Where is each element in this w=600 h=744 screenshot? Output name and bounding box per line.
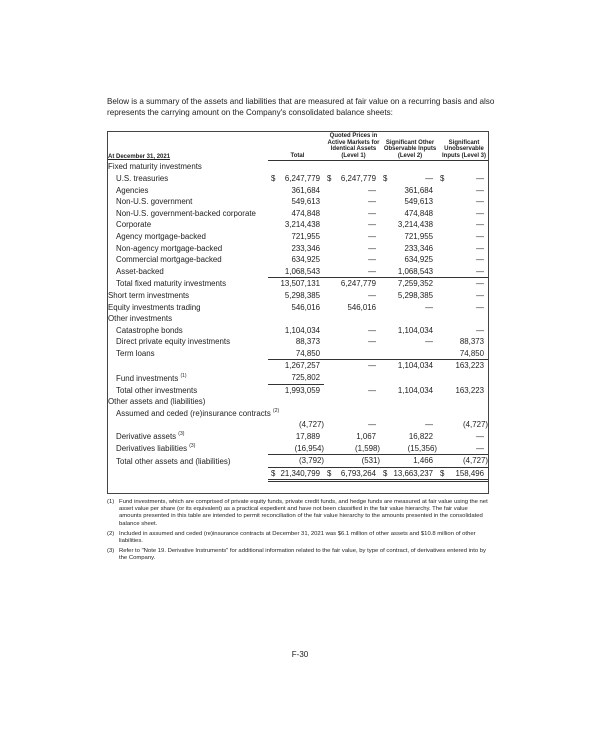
row-label: Non-U.S. government-backed corporate [116, 208, 256, 218]
cell-total [268, 443, 324, 456]
cell-level3 [437, 419, 488, 431]
cell-level1 [324, 443, 380, 456]
fair-value-table [108, 133, 488, 482]
cell-level2 [380, 302, 437, 314]
cell-level3 [437, 372, 488, 385]
cell-value: 1,104,034 [397, 385, 433, 395]
cell-value: 474,848 [291, 208, 320, 218]
footnote [107, 531, 492, 545]
cell-value: 6,793,264 [340, 468, 376, 478]
cell-value: — [476, 443, 484, 453]
row-label: Total other investments [116, 385, 198, 395]
cell-level3 [437, 243, 488, 255]
cell-value: — [476, 279, 484, 289]
footnote-text: Refer to "Note 19. Derivative Instruments" for additional information related to the fair value, by type of contract, of derivatives entered into by the Company. [119, 548, 486, 562]
footnote-ref: (3) [178, 431, 185, 438]
cell-value: 6,247,779 [340, 173, 376, 183]
cell-value: 233,346 [404, 243, 433, 253]
cell-level3 [437, 219, 488, 231]
footnote [107, 499, 492, 528]
footnotes [107, 499, 492, 566]
row-label: Agency mortgage-backed [116, 231, 206, 241]
dollar-sign: $ [383, 468, 388, 478]
table-row [108, 196, 488, 208]
header-total: Total [268, 133, 324, 161]
table-header-row [108, 133, 488, 161]
cell-total [268, 348, 324, 361]
cell-level1 [324, 360, 380, 372]
cell-level3 [437, 455, 488, 468]
row-label: Catastrophe bonds [116, 325, 183, 335]
cell-value: 88,373 [295, 337, 320, 347]
table-row [108, 468, 488, 483]
cell-value: 6,247,779 [340, 279, 376, 289]
cell-value: 21,340,799 [280, 468, 320, 478]
cell-level3 [437, 290, 488, 302]
cell-value: — [368, 385, 376, 395]
cell-value: 13,507,131 [280, 279, 320, 289]
cell-value: — [368, 420, 376, 430]
footnote-text: Included in assumed and ceded (re)insurance contracts at December 31, 2021 was $6.1 million of other assets and $10.8 million of other liabilities. [119, 530, 476, 545]
cell-total [268, 278, 324, 290]
cell-level1 [324, 185, 380, 197]
row-label: Derivative assets [116, 432, 177, 442]
cell-value: 1,267,257 [284, 361, 320, 371]
row-label: Other assets and (liabilities) [108, 397, 206, 407]
cell-value: — [476, 302, 484, 312]
cell-total [268, 208, 324, 220]
table-row [108, 254, 488, 266]
cell-level3 [437, 348, 488, 361]
cell-value: — [476, 173, 484, 183]
cell-level2 [380, 196, 437, 208]
table-row [108, 290, 488, 302]
page-number: F-30 [291, 650, 309, 659]
cell-level2 [380, 266, 437, 279]
cell-level2 [380, 443, 437, 456]
cell-value: (15,356) [407, 443, 437, 453]
table-row [108, 443, 488, 456]
cell-value: 634,925 [291, 255, 320, 265]
cell-value: — [368, 290, 376, 300]
cell-total [268, 254, 324, 266]
cell-value: 88,373 [459, 337, 484, 347]
dollar-sign: $ [271, 468, 276, 478]
cell-value: 634,925 [404, 255, 433, 265]
cell-level3 [437, 360, 488, 372]
cell-value: 163,223 [455, 361, 484, 371]
cell-level3 [437, 443, 488, 456]
cell-value: 13,663,237 [393, 468, 433, 478]
cell-level2 [380, 161, 437, 173]
table-row [108, 185, 488, 197]
row-label: Assumed and ceded (re)insurance contracts [116, 408, 271, 418]
cell-total [268, 325, 324, 337]
cell-value: — [368, 325, 376, 335]
cell-level1 [324, 372, 380, 385]
cell-total [268, 431, 324, 443]
cell-level2 [380, 348, 437, 361]
cell-value: (16,954) [294, 443, 324, 453]
cell-value: 721,955 [404, 231, 433, 241]
cell-level1 [324, 419, 380, 431]
cell-level2 [380, 468, 437, 483]
cell-level1 [324, 290, 380, 302]
header-date: At December 31, 2021 [108, 153, 171, 160]
cell-value: — [368, 220, 376, 230]
table-row [108, 372, 488, 385]
cell-value: 1,993,059 [284, 385, 320, 395]
table-row [108, 231, 488, 243]
cell-level2 [380, 431, 437, 443]
cell-level1 [324, 219, 380, 231]
table-row [108, 161, 488, 173]
dollar-sign: $ [271, 173, 276, 183]
cell-value: — [368, 266, 376, 276]
cell-level2 [380, 396, 437, 408]
row-label: Derivatives liabilities [116, 444, 188, 454]
cell-value: (3,792) [298, 456, 324, 466]
cell-level3 [437, 208, 488, 220]
row-label: Agencies [116, 185, 149, 195]
cell-level1 [324, 173, 380, 185]
table-row [108, 348, 488, 361]
table-row [108, 360, 488, 372]
row-label: Term loans [116, 349, 155, 359]
cell-level1 [324, 455, 380, 468]
footnote-ref: (3) [189, 443, 196, 450]
cell-level2 [380, 231, 437, 243]
cell-value: (4,727) [462, 420, 488, 430]
cell-value: (531) [361, 456, 380, 466]
table-row [108, 173, 488, 185]
cell-value: 1,104,034 [397, 361, 433, 371]
cell-value: — [476, 266, 484, 276]
cell-total [268, 196, 324, 208]
cell-level3 [437, 468, 488, 483]
table-row [108, 208, 488, 220]
cell-level2 [380, 185, 437, 197]
cell-value: 474,848 [404, 208, 433, 218]
cell-total [268, 396, 324, 408]
cell-level1 [324, 396, 380, 408]
cell-level1 [324, 336, 380, 348]
cell-total [268, 231, 324, 243]
cell-level1 [324, 385, 380, 397]
cell-total [268, 468, 324, 483]
cell-total [268, 266, 324, 279]
cell-level1 [324, 208, 380, 220]
cell-level2 [380, 208, 437, 220]
cell-level3 [437, 408, 488, 420]
cell-level2 [380, 219, 437, 231]
cell-level3 [437, 396, 488, 408]
cell-level3 [437, 231, 488, 243]
cell-total [268, 243, 324, 255]
cell-level2 [380, 173, 437, 185]
cell-value: 5,298,385 [284, 290, 320, 300]
cell-value: 3,214,438 [397, 220, 433, 230]
cell-total [268, 173, 324, 185]
cell-level1 [324, 348, 380, 361]
cell-value: — [368, 197, 376, 207]
cell-level3 [437, 325, 488, 337]
cell-value: 3,214,438 [284, 220, 320, 230]
dollar-sign: $ [440, 468, 445, 478]
cell-total [268, 360, 324, 372]
cell-value: — [425, 420, 433, 430]
table-row [108, 302, 488, 314]
cell-level1 [324, 313, 380, 325]
cell-value: — [368, 208, 376, 218]
cell-level2 [380, 243, 437, 255]
cell-value: — [476, 432, 484, 442]
cell-value: 7,259,352 [397, 279, 433, 289]
cell-level1 [324, 196, 380, 208]
cell-total [268, 302, 324, 314]
table-row [108, 396, 488, 408]
cell-value: 546,016 [291, 302, 320, 312]
dollar-sign: $ [327, 173, 332, 183]
dollar-sign: $ [327, 468, 332, 478]
cell-level2 [380, 290, 437, 302]
cell-value: 233,346 [291, 243, 320, 253]
table-row [108, 313, 488, 325]
cell-value: 1,104,034 [397, 325, 433, 335]
cell-level2 [380, 313, 437, 325]
cell-value: 1,068,543 [397, 266, 433, 276]
cell-level2 [380, 254, 437, 266]
cell-value: 549,613 [404, 197, 433, 207]
table-row [108, 385, 488, 397]
cell-total [268, 455, 324, 468]
cell-level2 [380, 360, 437, 372]
cell-total [268, 290, 324, 302]
cell-level1 [324, 243, 380, 255]
cell-level1 [324, 278, 380, 290]
cell-value: 725,802 [291, 373, 320, 383]
cell-value: — [368, 231, 376, 241]
cell-value: — [476, 197, 484, 207]
cell-level3 [437, 313, 488, 325]
cell-value: 74,850 [459, 348, 484, 358]
row-label: Non-agency mortgage-backed [116, 243, 223, 253]
table-row [108, 243, 488, 255]
cell-total [268, 313, 324, 325]
cell-value: (4,727) [462, 456, 488, 466]
row-label: Corporate [116, 220, 152, 230]
cell-level2 [380, 385, 437, 397]
header-level1: Quoted Prices in Active Markets for Identical Assets (Level 1) [324, 133, 380, 161]
cell-value: — [476, 231, 484, 241]
row-label: Other investments [108, 314, 173, 324]
footnote-ref: (2) [273, 407, 280, 414]
cell-value: 721,955 [291, 231, 320, 241]
cell-value: (4,727) [298, 420, 324, 430]
cell-total [268, 419, 324, 431]
cell-value: 1,466 [413, 456, 433, 466]
cell-value: — [476, 255, 484, 265]
cell-value: 6,247,779 [284, 173, 320, 183]
cell-value: 361,684 [291, 185, 320, 195]
cell-value: — [368, 185, 376, 195]
cell-level3 [437, 266, 488, 279]
header-level3: Significant Unobservable Inputs (Level 3) [437, 133, 488, 161]
cell-value: — [476, 325, 484, 335]
table-row [108, 278, 488, 290]
cell-value: — [425, 173, 433, 183]
header-level2: Significant Other Observable Inputs (Level 2) [380, 133, 437, 161]
cell-level3 [437, 278, 488, 290]
cell-level2 [380, 455, 437, 468]
cell-level1 [324, 266, 380, 279]
row-label: Fixed maturity investments [108, 162, 202, 172]
cell-level1 [324, 325, 380, 337]
dollar-sign: $ [383, 173, 388, 183]
intro-paragraph: Below is a summary of the assets and liabilities that are measured at fair value on a recurring basis and also represents the carrying amount on the Company's consolidated balance sheets: [107, 97, 495, 117]
cell-level1 [324, 254, 380, 266]
row-label: Asset-backed [116, 267, 164, 277]
table-row [108, 408, 488, 420]
cell-level1 [324, 468, 380, 483]
cell-total [268, 385, 324, 397]
table-row [108, 431, 488, 443]
row-label: Commercial mortgage-backed [116, 255, 222, 265]
cell-level1 [324, 302, 380, 314]
row-label: Fund investments [116, 373, 179, 383]
cell-level3 [437, 185, 488, 197]
cell-total [268, 336, 324, 348]
cell-level3 [437, 302, 488, 314]
row-label: Total other assets and (liabilities) [116, 456, 231, 466]
table-row [108, 266, 488, 279]
cell-value: 158,496 [455, 468, 484, 478]
cell-level1 [324, 161, 380, 173]
cell-level2 [380, 408, 437, 420]
table-row [108, 336, 488, 348]
cell-level3 [437, 173, 488, 185]
cell-value: — [368, 361, 376, 371]
table-row [108, 325, 488, 337]
footnote [107, 548, 492, 562]
cell-value: — [476, 220, 484, 230]
cell-value: 549,613 [291, 197, 320, 207]
cell-value: 17,889 [295, 432, 320, 442]
cell-value: 16,822 [408, 432, 433, 442]
dollar-sign: $ [440, 173, 445, 183]
cell-total [268, 185, 324, 197]
table-row [108, 419, 488, 431]
table-row [108, 219, 488, 231]
cell-level2 [380, 372, 437, 385]
cell-value: 1,067 [356, 432, 376, 442]
cell-value: 546,016 [347, 302, 376, 312]
cell-level1 [324, 231, 380, 243]
row-label: Short term investments [108, 290, 190, 300]
row-label: U.S. treasuries [116, 173, 169, 183]
footnote-text: Fund investments, which are comprised of private equity funds, private credit funds, and hedge funds are measured at fair value using the net asset value per share (or its equivalent) as a practical expedient and have not been classified in the fair value hierarchy. The fair value amounts presented in this table are intended to permit reconciliation of the fair value hierarchy to the amounts presented in the consolidated balance sheet. [119, 499, 488, 527]
cell-value: 5,298,385 [397, 290, 433, 300]
cell-total [268, 219, 324, 231]
cell-value: — [476, 290, 484, 300]
cell-level1 [324, 431, 380, 443]
cell-value: — [368, 243, 376, 253]
cell-value: 361,684 [404, 185, 433, 195]
footnote-number: (3) [107, 548, 115, 555]
cell-level3 [437, 385, 488, 397]
cell-level3 [437, 161, 488, 173]
table-row [108, 455, 488, 468]
cell-value: 1,104,034 [284, 325, 320, 335]
cell-level2 [380, 325, 437, 337]
row-label: Direct private equity investments [116, 337, 231, 347]
cell-level2 [380, 278, 437, 290]
footnote-number: (1) [107, 499, 115, 505]
footnote-number: (2) [107, 530, 115, 537]
cell-level3 [437, 431, 488, 443]
cell-value: (1,598) [354, 443, 380, 453]
row-label: Equity investments trading [108, 302, 201, 312]
cell-value: — [476, 208, 484, 218]
footnote-ref: (1) [180, 372, 187, 379]
cell-level3 [437, 196, 488, 208]
row-label: Non-U.S. government [116, 197, 193, 207]
cell-value: — [368, 337, 376, 347]
cell-value: — [476, 243, 484, 253]
cell-level2 [380, 336, 437, 348]
cell-value: — [368, 255, 376, 265]
cell-level3 [437, 254, 488, 266]
cell-value: 163,223 [455, 385, 484, 395]
cell-total [268, 372, 324, 385]
cell-value: — [476, 185, 484, 195]
cell-value: — [425, 302, 433, 312]
cell-level3 [437, 336, 488, 348]
row-label: Total fixed maturity investments [116, 279, 227, 289]
cell-level1 [324, 408, 380, 420]
cell-value: — [425, 337, 433, 347]
cell-value: 1,068,543 [284, 266, 320, 276]
cell-level2 [380, 419, 437, 431]
cell-total [268, 161, 324, 173]
cell-value: 74,850 [295, 348, 320, 358]
